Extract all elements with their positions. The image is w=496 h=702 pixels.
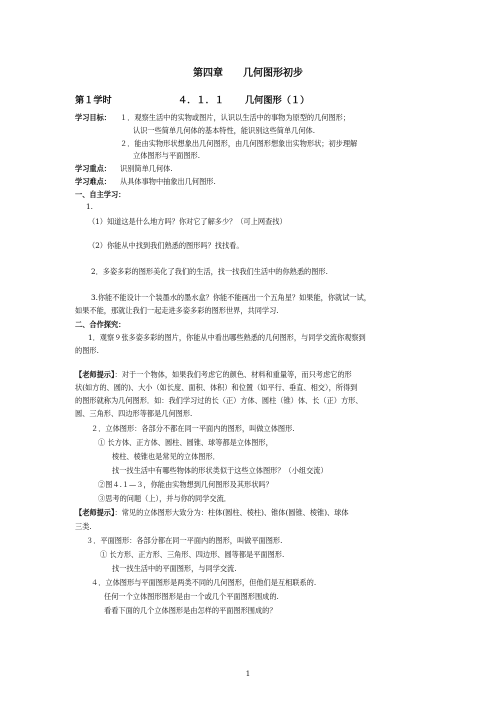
paragraph-line: ３．平面图形：各部分都在同一平面内的图形，叫做平面图形.	[86, 536, 283, 545]
paragraph-line: 找一找生活中的平面图形，与同学交流.	[112, 564, 237, 573]
paragraph-line: 任何一个立体图形图形是由一个或几个平面图形围成的.	[104, 592, 279, 601]
paragraph-line: 三类.	[75, 522, 92, 531]
teacher-tip-line: 【老师提示】：常见的立体图形大致分为：柱体(圆柱、棱柱)、锥体(圆锥、棱锥)、球体	[75, 508, 349, 517]
paragraph-line: 棱柱、棱锥也是常见的立体图形．	[112, 452, 220, 461]
section-heading: 二、合作探究：	[75, 320, 126, 329]
teacher-tip-label: 【老师提示】	[75, 370, 115, 379]
paragraph-line: 如果不能，那就让我们一起走进多姿多彩的图形世界，共同学习.	[75, 306, 279, 315]
objective-line: 认识一些简单几何体的基本特性，能识别这些简单几何体.	[133, 126, 315, 135]
paragraph-line: ②图４.１—３，你能由实物想到几何图形及其形状吗？	[98, 480, 273, 489]
paragraph-line: 1．观察９张多姿多彩的图片，你能从中看出哪些熟悉的几何图形，与同学交流你观察到	[88, 333, 366, 342]
objective-line: 立体图形与平面图形.	[133, 151, 200, 160]
difficulty-text: 从具体事物中抽象出几何图形.	[120, 177, 216, 186]
paragraph-line: 1.	[86, 202, 93, 211]
paragraph-line: 状(如方的、圆的)、大小（如长度、面积、体积）和位置（如平行、垂直、相交），所得到	[75, 383, 358, 392]
paragraph-line: 的图形.	[75, 346, 99, 355]
difficulty-label: 学习难点：	[75, 177, 111, 186]
key-point-label: 学习重点：	[75, 164, 111, 173]
section-heading: 一、自主学习：	[75, 190, 126, 199]
paragraph-line: 的图形就称为几何图形．如：我们学习过的长（正）方体、圆柱（锥）体、长（正）方形、	[75, 396, 363, 405]
paragraph-line: 3.你能不能设计一个装墨水的墨水盒？你能不能画出一个五角星？如果能，你就试一试，	[91, 293, 371, 302]
chapter-title: 第四章 几何图形初步	[193, 68, 303, 79]
lesson-number: ４．１．１	[178, 95, 224, 106]
key-point-text: 识别简单几何体.	[120, 164, 173, 173]
lesson-title: 几何图形（１）	[245, 95, 310, 106]
teacher-tip-line: 【老师提示】：对于一个物体，如果我们考虑它的颜色、材料和重量等，而只考虑它的形	[75, 370, 352, 379]
objective-line: ２．能由实物形状想象出几何图形，由几何图形想象出实物形状；初步理解	[120, 139, 358, 148]
paragraph-line: （1）知道这是什么地方吗？你对它了解多少？（可上网查找）	[88, 217, 287, 226]
teacher-tip-label: 【老师提示】	[75, 508, 115, 517]
paragraph-line: ③思考的问题（上），并与你的同学交流．	[98, 494, 231, 503]
paragraph-line: 2．多姿多彩的图形美化了我们的生活，找一找我们生活中的你熟悉的图形.	[91, 267, 328, 276]
paragraph-line: ４．立体图形与平面图形是两类不同的几何图形，但他们是互相联系的.	[91, 578, 317, 587]
paragraph-line: 圆、三角形、四边形等都是几何图形.	[75, 409, 193, 418]
paragraph-line: ① 长方形、正方形、三角形、四边形、圆等都是平面图形.	[100, 550, 285, 559]
paragraph-line: （2）你能从中找到我们熟悉的图形吗？找找看。	[88, 241, 244, 250]
objectives-label: 学习目标：	[75, 113, 111, 122]
lesson-hour: 第１学时	[75, 95, 112, 106]
paragraph-line: 找一找生活中有哪些物体的形状类似于这些立体图形？（小组交流）	[112, 466, 328, 475]
paragraph-line: ２．立体图形：各部分不都在同一平面内的图形，叫做立体图形.	[91, 424, 295, 433]
paragraph-line: 看看下面的几个立体图形是由怎样的平面图形围成的？	[104, 606, 277, 615]
objective-line: １．观察生活中的实物或图片，认识以生活中的事物为原型的几何图形；	[120, 113, 351, 122]
page-number: 1	[245, 670, 251, 678]
paragraph-line: ① 长方体、正方体、圆柱、圆锥、球等都是立体图形，	[98, 438, 273, 447]
